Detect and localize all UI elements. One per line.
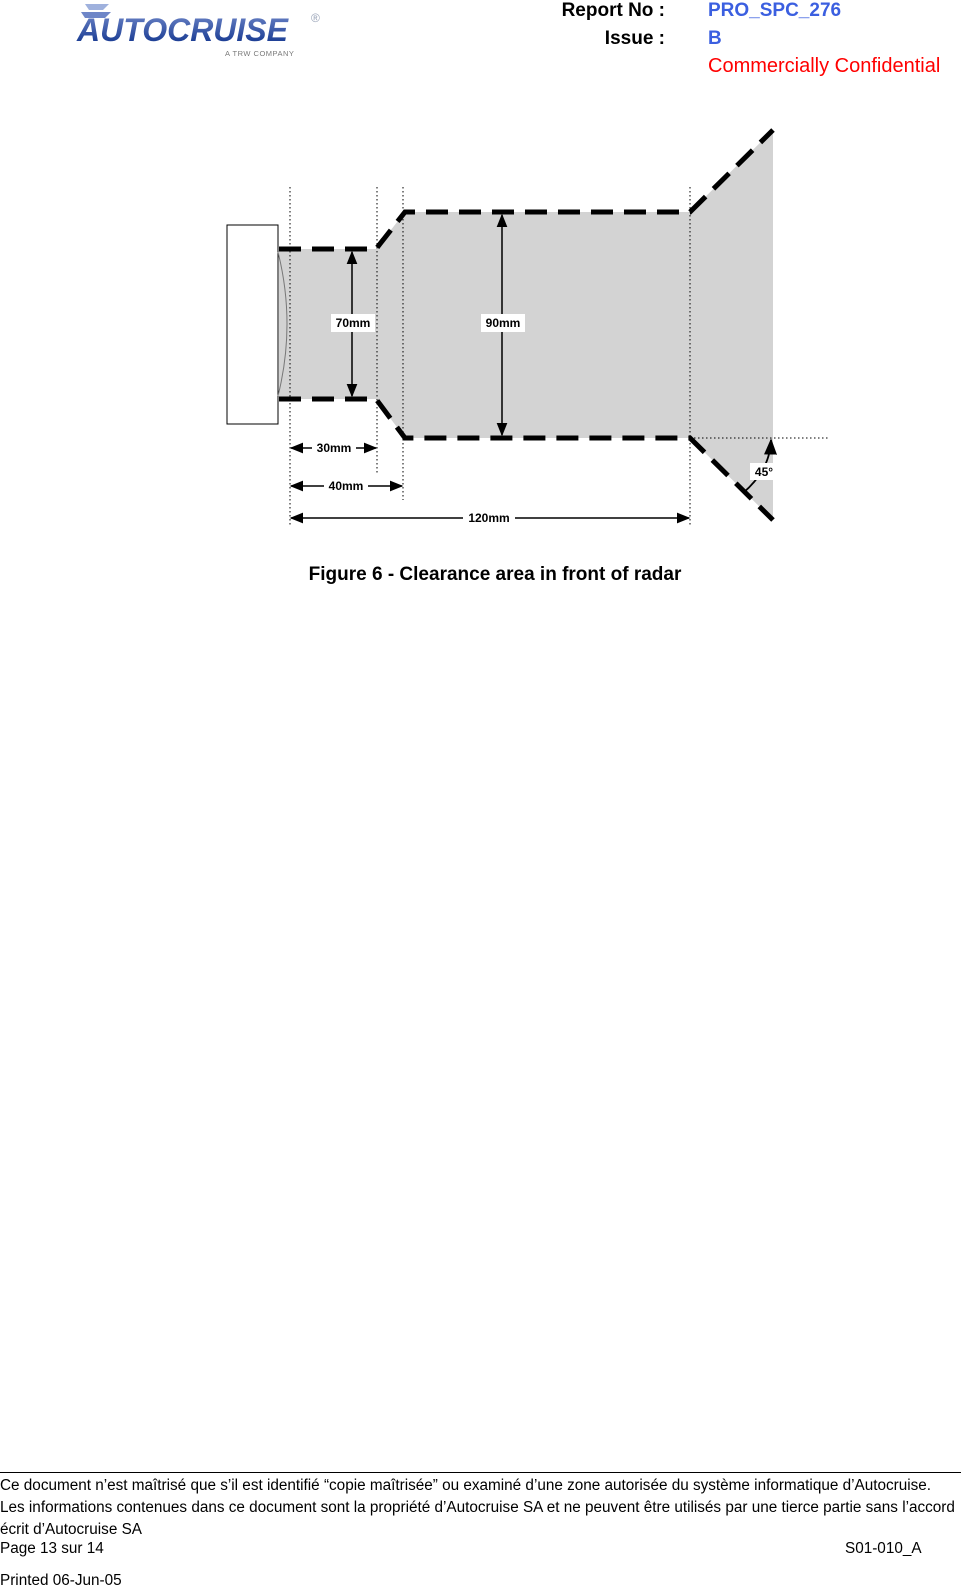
dim-label-70mm: 70mm [335,316,371,330]
issue-value: B [708,28,722,49]
printed-date: Printed 06-Jun-05 [0,1572,122,1589]
angle-label: 45° [754,465,774,479]
issue-label: Issue : [604,28,665,49]
dim-label-120mm: 120mm [468,511,510,525]
confidentiality-notice: Commercially Confidential [708,55,941,77]
clearance-diagram [0,0,961,560]
figure-caption: Figure 6 - Clearance area in front of radar [308,564,682,585]
logo-wordmark: AUTOCRUISE [77,12,288,48]
footer-disclaimer: Ce document n’est maîtrisé que s’il est identifié “copie maîtrisée” ou examiné d’une zone autorisée du système informatique d’Autocruise. Les informations contenues dans ce document sont la propriété d’Autocruise SA et ne peuvent être utilisés par une tierce partie sans l’accord écrit d’Autocruise SA [0,1477,955,1538]
dim-label-40mm: 40mm [328,479,364,493]
document-code: S01-010_A [845,1540,922,1557]
dim-label-30mm: 30mm [316,441,352,455]
report-number-label: Report No : [561,0,665,21]
page-number: Page 13 sur 14 [0,1540,104,1557]
logo-registered-mark: ® [311,11,320,25]
dim-label-90mm: 90mm [485,316,521,330]
report-number-value: PRO_SPC_276 [708,0,842,21]
footer-divider [0,1472,961,1473]
radar-unit [227,225,278,424]
logo-subtitle: A TRW COMPANY [225,49,295,58]
